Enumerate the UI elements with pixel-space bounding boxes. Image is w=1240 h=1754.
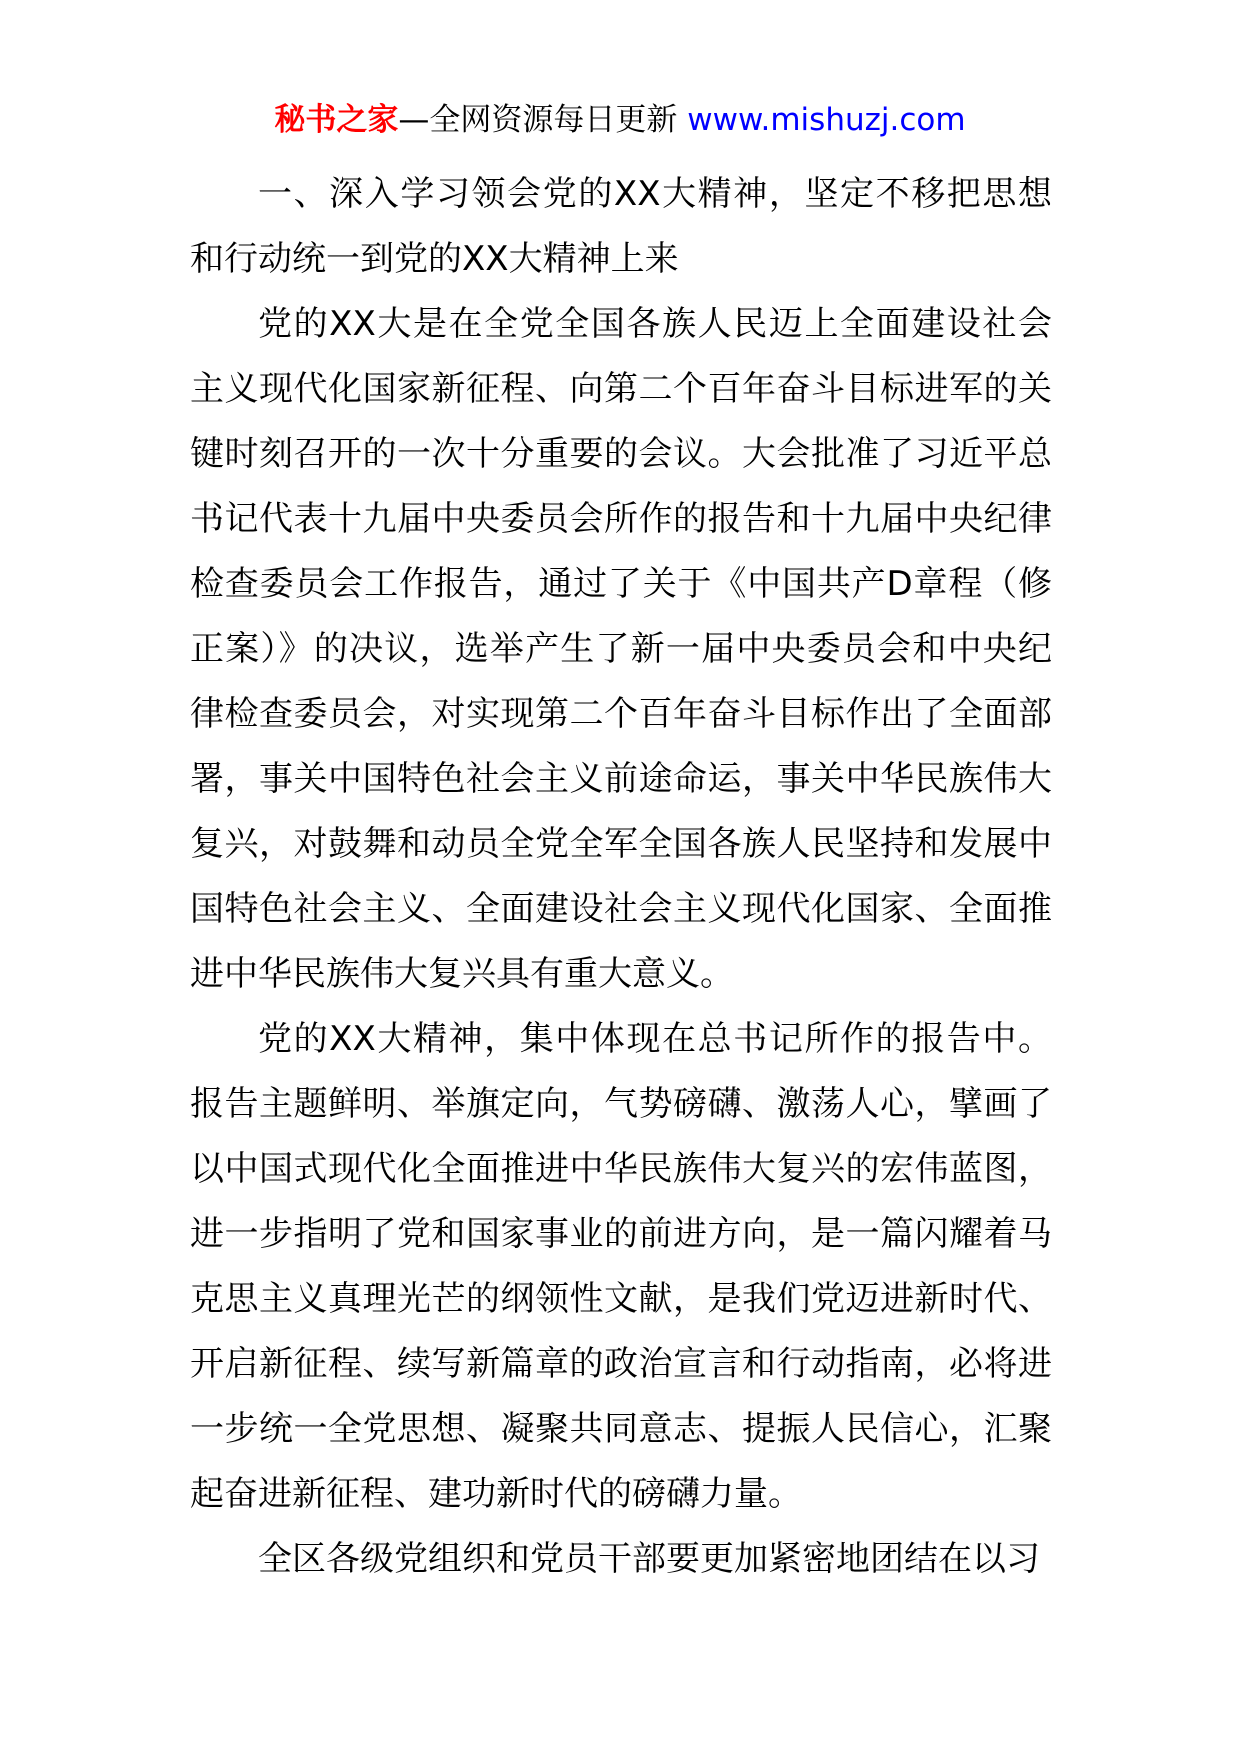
body-paragraph-1: 党的XX大是在全党全国各族人民迈上全面建设社会主义现代化国家新征程、向第二个百年奋斗目标进军的关键时刻召开的一次十分重要的会议。大会批准了习近平总书记代表十九届中央委员会所作的报告和十九届中央纪律检查委员会工作报告，通过了关于《中国共产D章程（修正案）》的决议，选举产生了新一届中央委员会和中央纪律检查委员会，对实现第二个百年奋斗目标作出了全面部署，事关中国特色社会主义前途命运，事关中华民族伟大复兴，对鼓舞和动员全党全军全国各族人民坚持和发展中国特色社会主义、全面建设社会主义现代化国家、全面推进中华民族伟大复兴具有重大意义。 [190,304,1052,994]
page-header [0,100,1240,140]
document-body [190,162,1052,1592]
site-url-link[interactable]: www.mishuzj.com [687,102,966,138]
brand-name: 秘书之家 [274,102,399,138]
section-heading: 一、深入学习领会党的XX大精神，坚定不移把思想和行动统一到党的XX大精神上来 [190,174,1052,279]
header-tagline: —全网资源每日更新 [398,102,688,138]
body-paragraph-3: 全区各级党组织和党员干部要更加紧密地团结在以习 [258,1539,1040,1579]
body-paragraph-2: 党的XX大精神，集中体现在总书记所作的报告中。报告主题鲜明、举旗定向，气势磅礴、激荡人心，擘画了以中国式现代化全面推进中华民族伟大复兴的宏伟蓝图，进一步指明了党和国家事业的前进方向，是一篇闪耀着马克思主义真理光芒的纲领性文献，是我们党迈进新时代、开启新征程、续写新篇章的政治宣言和行动指南，必将进一步统一全党思想、凝聚共同意志、提振人民信心，汇聚起奋进新征程、建功新时代的磅礴力量。 [190,1019,1052,1514]
